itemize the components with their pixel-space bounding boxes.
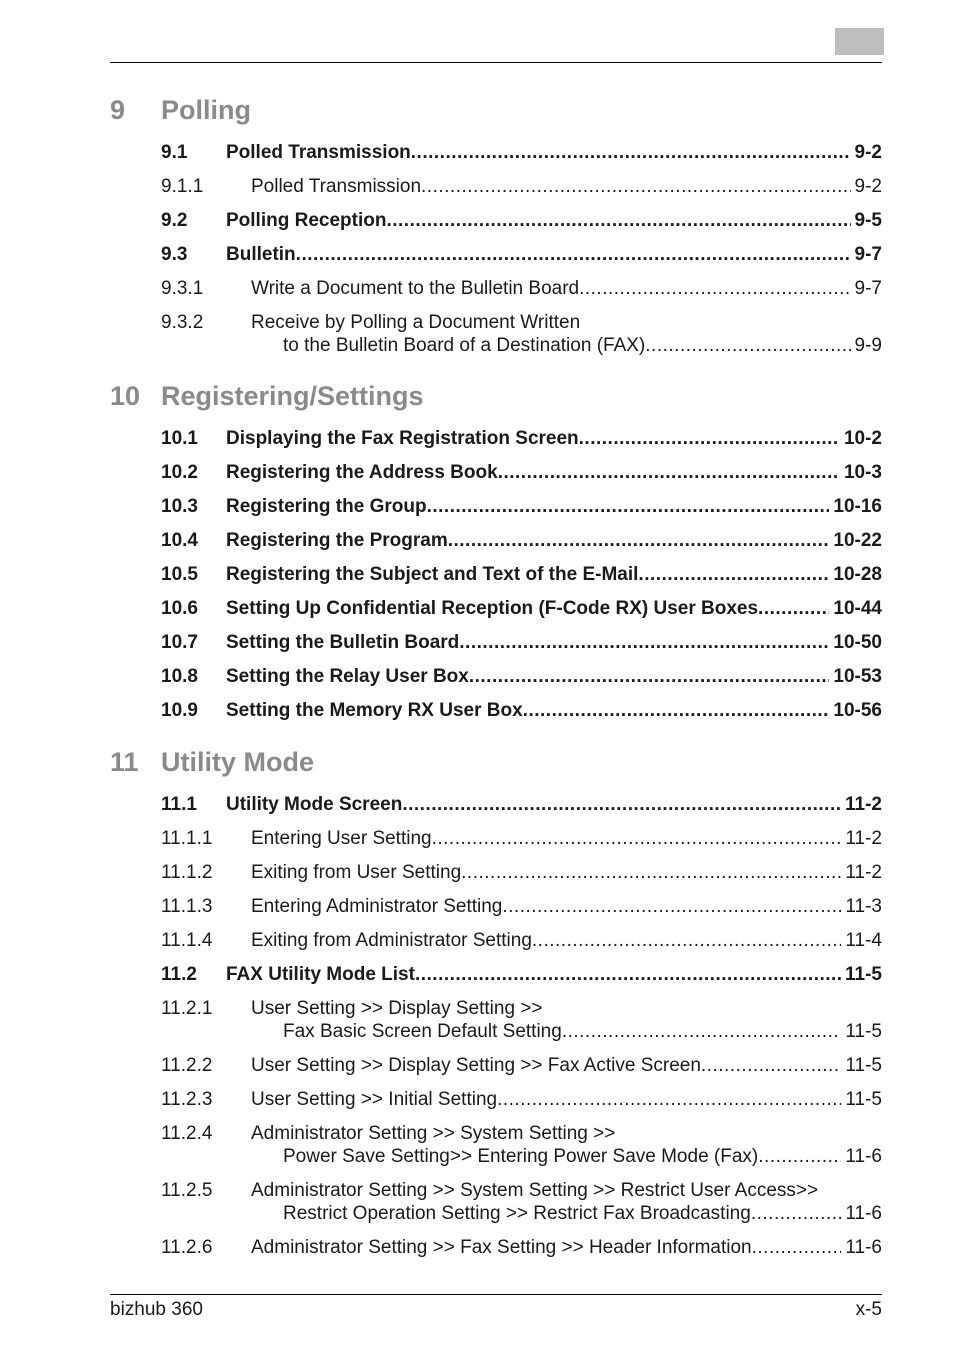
entry-page: 9-9 [854,335,882,356]
entry-title: Entering Administrator Setting [251,896,503,917]
dot-leader [498,461,840,484]
entry-title: Bulletin [226,244,296,265]
entry-title: Power Save Setting>> Entering Power Save Mode (Fax) [283,1146,759,1167]
entry-page: 9-7 [854,278,882,299]
header-rule [110,62,882,63]
chapter-tab [835,28,884,55]
chapter-title: Polling [161,95,251,125]
entry-number: 11.1.4 [161,930,213,951]
chapter-title: Utility Mode [161,747,314,777]
entry-number: 11.2 [161,964,197,985]
entry-page: 11-2 [845,862,882,883]
entry-number: 11.2.6 [161,1237,213,1258]
entry-title: Setting Up Confidential Reception (F-Code RX) User Boxes [226,598,759,619]
entry-page: 9-7 [854,244,882,265]
dot-leader [411,141,851,164]
dot-leader [461,861,841,884]
chapter-number: 9 [110,95,126,125]
entry-title: FAX Utility Mode List [226,964,415,985]
dot-leader [402,793,841,816]
dot-leader [421,175,851,198]
entry-page: 11-5 [845,1021,882,1042]
entry-number: 11.1.2 [161,862,213,883]
entry-title: Registering the Program [226,530,448,551]
entry-number: 11.2.1 [161,998,213,1019]
dot-leader [638,563,829,586]
entry-page: 10-56 [833,700,882,721]
entry-title: Polled Transmission [251,176,422,197]
dot-leader [427,495,830,518]
entry-title: Administrator Setting >> Fax Setting >> Header Information [251,1237,752,1258]
entry-number: 10.6 [161,598,198,619]
entry-number: 11.2.5 [161,1180,213,1201]
entry-page: 11-6 [845,1203,882,1224]
dot-leader [752,1236,842,1259]
entry-title-line1: Administrator Setting >> System Setting >> [251,1123,616,1144]
entry-page: 11-5 [845,964,882,985]
entry-number: 11.1.1 [161,828,213,849]
entry-title: Registering the Address Book [226,462,498,483]
dot-leader [751,1202,842,1225]
entry-number: 9.1.1 [161,176,204,197]
entry-number: 10.8 [161,666,198,687]
entry-title: Exiting from User Setting [251,862,462,883]
entry-page: 10-2 [843,428,882,449]
entry-page: 11-5 [845,1089,882,1110]
entry-page: 10-50 [833,632,882,653]
entry-page: 10-28 [833,564,882,585]
entry-title: Utility Mode Screen [226,794,403,815]
dot-leader [758,1145,841,1168]
footer-rule [110,1294,882,1295]
entry-title: User Setting >> Display Setting >> Fax Active Screen [251,1055,701,1076]
entry-number: 10.7 [161,632,198,653]
entry-title: to the Bulletin Board of a Destination (FAX) [283,335,646,356]
entry-title: Write a Document to the Bulletin Board [251,278,580,299]
entry-page: 11-5 [845,1055,882,1076]
entry-page: 11-2 [845,828,882,849]
entry-number: 11.1.3 [161,896,213,917]
chapter-number: 11 [110,747,139,777]
dot-leader [579,277,850,300]
entry-number: 9.3.2 [161,312,204,333]
dot-leader [497,1088,841,1111]
chapter-heading-10 [110,381,424,412]
entry-number: 10.5 [161,564,198,585]
entry-page: 11-6 [845,1237,882,1258]
dot-leader [532,929,841,952]
entry-title: Setting the Relay User Box [226,666,469,687]
entry-title: Setting the Memory RX User Box [226,700,523,721]
entry-number: 11.2.4 [161,1123,213,1144]
dot-leader [562,1020,842,1043]
entry-page: 10-3 [843,462,882,483]
entry-number: 10.4 [161,530,198,551]
entry-page: 10-22 [833,530,882,551]
entry-title: Restrict Operation Setting >> Restrict Fax Broadcasting [283,1203,751,1224]
entry-title: Polling Reception [226,210,387,231]
entry-title-line1: Receive by Polling a Document Written [251,312,581,333]
dot-leader [701,1054,841,1077]
entry-page: 10-44 [833,598,882,619]
entry-title: Displaying the Fax Registration Screen [226,428,579,449]
entry-page: 11-4 [845,930,882,951]
entry-page: 11-2 [845,794,882,815]
entry-title: Exiting from Administrator Setting [251,930,532,951]
dot-leader [502,895,841,918]
dot-leader [415,963,841,986]
dot-leader [459,631,829,654]
footer-page-number: x-5 [855,1299,882,1320]
entry-title-line1: Administrator Setting >> System Setting >> Restrict User Access>> [251,1180,819,1201]
entry-number: 10.9 [161,700,198,721]
entry-number: 11.2.2 [161,1055,213,1076]
chapter-heading-9 [110,95,251,126]
entry-number: 9.1 [161,142,188,163]
entry-title: User Setting >> Initial Setting [251,1089,498,1110]
entry-number: 9.2 [161,210,188,231]
entry-title-line1: User Setting >> Display Setting >> [251,998,543,1019]
entry-number: 10.3 [161,496,198,517]
entry-number: 11.1 [161,794,197,815]
entry-title: Fax Basic Screen Default Setting [283,1021,562,1042]
entry-title: Setting the Bulletin Board [226,632,460,653]
entry-title: Registering the Group [226,496,427,517]
dot-leader [523,699,830,722]
dot-leader [386,209,850,232]
dot-leader [296,243,851,266]
entry-page: 10-16 [833,496,882,517]
entry-number: 11.2.3 [161,1089,213,1110]
entry-page: 11-6 [845,1146,882,1167]
entry-page: 9-2 [854,176,882,197]
entry-title: Registering the Subject and Text of the E-Mail [226,564,639,585]
entry-title: Polled Transmission [226,142,411,163]
entry-page: 9-5 [854,210,882,231]
dot-leader [448,529,830,552]
entry-page: 10-53 [833,666,882,687]
entry-number: 10.2 [161,462,198,483]
dot-leader [579,427,840,450]
dot-leader [645,334,850,357]
entry-page: 11-3 [845,896,882,917]
chapter-title: Registering/Settings [161,381,424,411]
entry-number: 9.3.1 [161,278,204,299]
dot-leader [758,597,829,620]
entry-title: Entering User Setting [251,828,432,849]
chapter-heading-11 [110,747,314,778]
entry-page: 9-2 [854,142,882,163]
dot-leader [469,665,830,688]
entry-number: 10.1 [161,428,198,449]
chapter-number: 10 [110,381,141,411]
dot-leader [432,827,842,850]
footer-product: bizhub 360 [110,1299,203,1320]
entry-number: 9.3 [161,244,188,265]
